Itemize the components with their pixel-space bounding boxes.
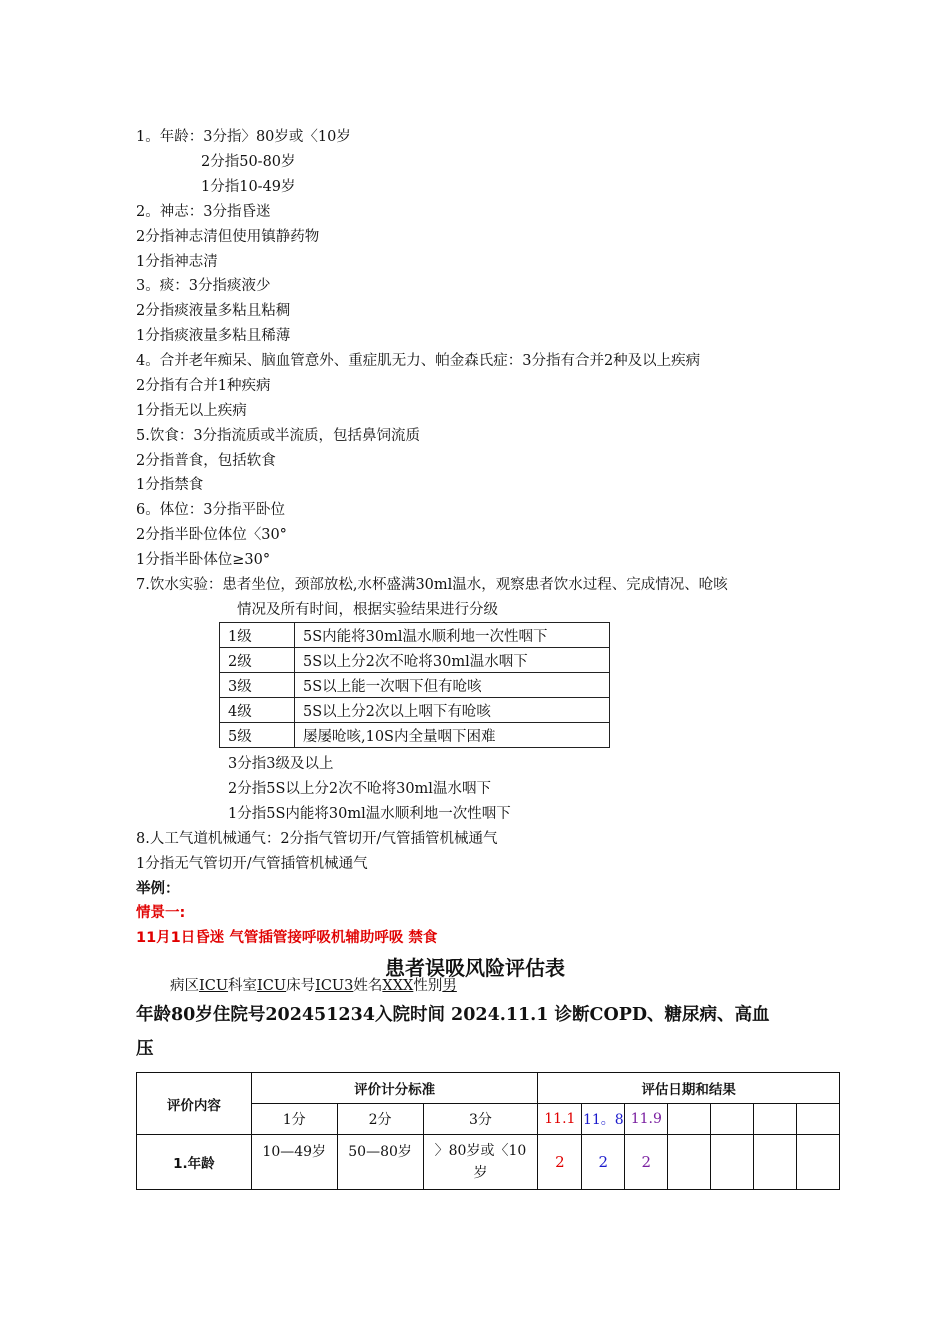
ward-label: 病区 [170,978,199,994]
col-standard-header: 评价计分标准 [251,1073,538,1104]
criteria-phlegm-1: 1分指痰液量多粘且稀薄 [136,328,291,344]
date-3: 11.9 [625,1104,668,1135]
criteria-position-3: 6。体位：3分指平卧位 [136,502,285,518]
criteria-disease-2: 2分指有合并1种疾病 [136,378,271,394]
assessment-table [136,1072,840,1190]
water-score-2: 2分指5S以上分2次不呛将30ml温水咽下 [228,781,491,797]
score1-header: 1分 [251,1104,337,1135]
criteria-mind-2: 2分指神志清但使用镇静药物 [136,229,320,245]
row-age-s3: 〉80岁或〈10岁 [423,1135,538,1190]
criteria-position-1: 1分指半卧体位≥30° [136,552,271,568]
criteria-airway-1: 1分指无气管切开/气管插管机械通气 [136,856,368,872]
criteria-disease-3: 4。合并老年痴呆、脑血管意外、重症肌无力、帕金森氏症：3分指有合并2种及以上疾病 [136,353,701,369]
result-empty [711,1135,754,1190]
form-info-line [170,974,457,995]
row-age-s1: 10—49岁 [251,1135,337,1190]
col-results-header: 评估日期和结果 [538,1073,840,1104]
criteria-age-3: 1。年龄：3分指〉80岁或〈10岁 [136,129,351,145]
scenario-title: 情景一: [136,905,186,921]
bed-value: ICU3 [315,978,354,994]
water-desc: 5S以上分2次以上咽下有呛咳 [295,698,610,723]
row-age-result-2: 2 [582,1135,625,1190]
sex-label: 性别 [413,978,443,994]
criteria-age-1: 1分指10-49岁 [201,179,296,195]
water-level: 5级 [220,723,295,748]
form-title: 患者误吸风险评估表 [385,956,565,980]
result-empty [797,1135,840,1190]
criteria-phlegm-2: 2分指痰液量多粘且粘稠 [136,303,291,319]
criteria-diet-3: 5.饮食：3分指流质或半流质，包括鼻饲流质 [136,428,421,444]
table-row [220,673,610,698]
scenario-desc: 11月1日昏迷 气管插管接呼吸机辅助呼吸 禁食 [136,930,438,946]
table-row [137,1073,840,1104]
water-level: 2级 [220,648,295,673]
row-age-result-1: 2 [538,1135,582,1190]
criteria-age-2: 2分指50-80岁 [201,154,296,170]
date-1: 11.1 [538,1104,582,1135]
criteria-mind-3: 2。神志：3分指昏迷 [136,204,271,220]
criteria-diet-1: 1分指禁食 [136,477,204,493]
bed-label: 床号 [286,978,316,994]
name-value: XXX [382,978,414,994]
table-row [220,648,610,673]
criteria-water-intro-cont: 情况及所有时间，根据实验结果进行分级 [237,602,498,618]
row-age-s2: 50—80岁 [337,1135,423,1190]
water-desc: 屡屡呛咳,10S内全量咽下困难 [295,723,610,748]
col-item-header: 评价内容 [137,1073,252,1135]
ward-value: ICU [199,978,229,994]
water-level: 3级 [220,673,295,698]
dept-label: 科室 [228,978,258,994]
criteria-mind-1: 1分指神志清 [136,254,218,270]
water-desc: 5S以上分2次不呛将30ml温水咽下 [295,648,610,673]
criteria-airway-2: 8.人工气道机械通气：2分指气管切开/气管插管机械通气 [136,831,498,847]
criteria-water-intro: 7.饮水实验：患者坐位，颈部放松,水杯盛满30ml温水，观察患者饮水过程、完成情况、呛咳 [136,577,728,593]
water-level: 1级 [220,623,295,648]
score2-header: 2分 [337,1104,423,1135]
score3-header: 3分 [423,1104,538,1135]
table-row [220,698,610,723]
date-empty [797,1104,840,1135]
water-score-3: 3分指3级及以上 [228,756,334,772]
result-empty [668,1135,711,1190]
date-empty [754,1104,797,1135]
table-row [220,723,610,748]
criteria-phlegm-3: 3。痰：3分指痰液少 [136,278,271,294]
sex-value: 男 [442,978,457,994]
criteria-diet-2: 2分指普食，包括软食 [136,453,276,469]
name-label: 姓名 [353,978,383,994]
water-level: 4级 [220,698,295,723]
patient-info-line2: 压 [136,1039,154,1059]
row-age-item: 1.年龄 [137,1135,252,1190]
dept-value: ICU [257,978,287,994]
water-test-table [219,622,610,748]
criteria-position-2: 2分指半卧位体位〈30° [136,527,287,543]
patient-info-line1: 年龄80岁住院号202451234入院时间 2024.11.1 诊断COPD、糖尿病、高血 [136,1005,770,1025]
row-age-result-3: 2 [625,1135,668,1190]
table-row [220,623,610,648]
result-empty [754,1135,797,1190]
date-empty [668,1104,711,1135]
water-desc: 5S内能将30ml温水顺利地一次性咽下 [295,623,610,648]
criteria-disease-1: 1分指无以上疾病 [136,403,247,419]
example-label: 举例： [136,881,180,897]
water-desc: 5S以上能一次咽下但有呛咳 [295,673,610,698]
table-row [137,1135,840,1190]
date-empty [711,1104,754,1135]
water-score-1: 1分指5S内能将30ml温水顺利地一次性咽下 [228,806,511,822]
date-2: 11。8 [582,1104,625,1135]
